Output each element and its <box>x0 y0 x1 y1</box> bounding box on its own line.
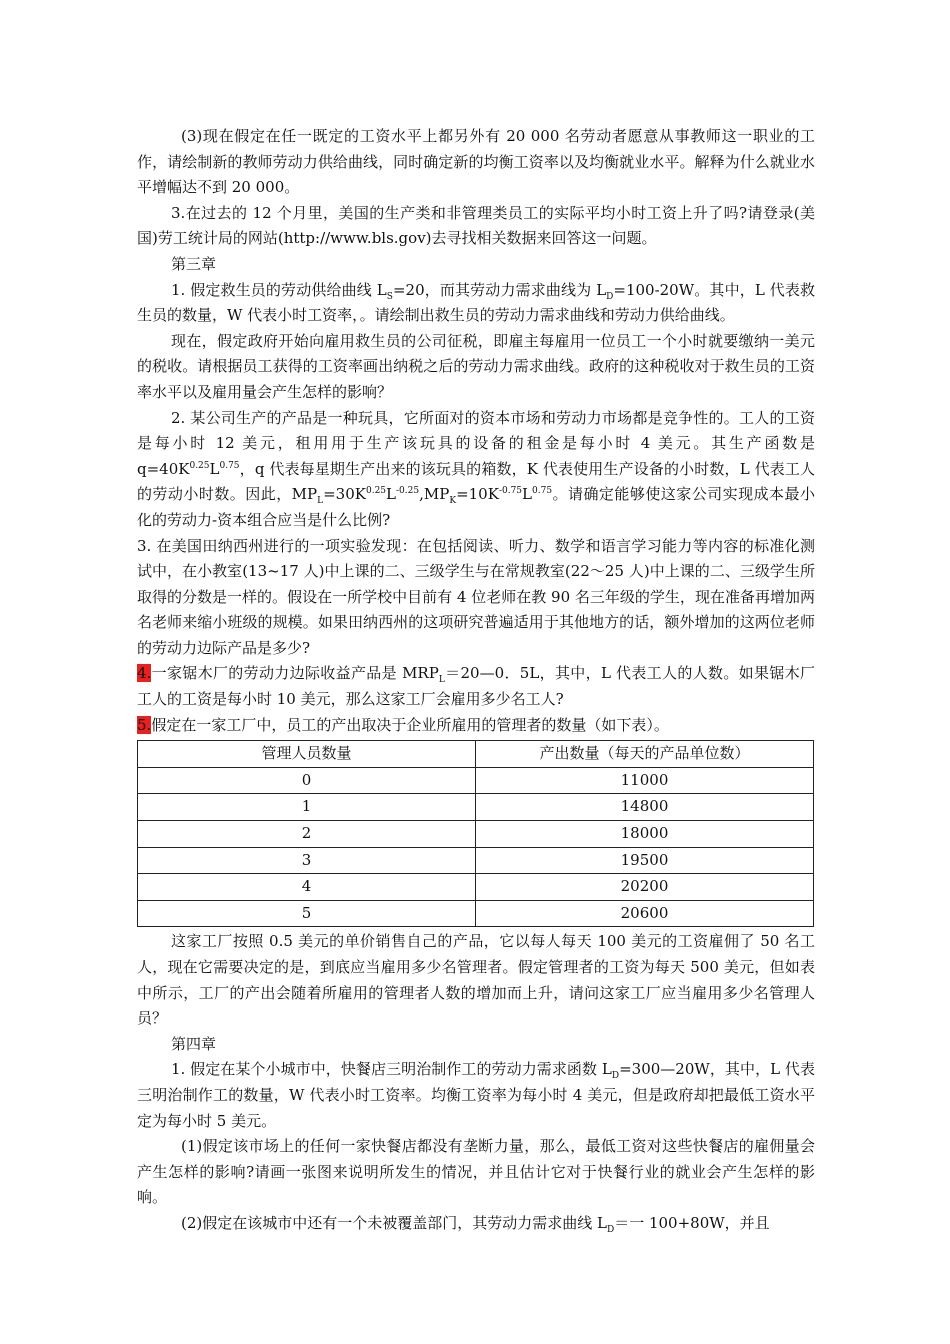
table-cell: 14800 <box>476 794 814 821</box>
paragraph-managers <box>137 713 815 739</box>
managers-output-table <box>137 740 814 927</box>
chapter-3-heading: 第三章 <box>171 254 217 273</box>
superscript: 0.75 <box>532 486 553 497</box>
table-cell: 1 <box>138 794 476 821</box>
chapter-4-heading: 第四章 <box>171 1034 217 1053</box>
paragraph-minimum-wage-1: (1)假定该市场上的任何一家快餐店都没有垄断力量，那么，最低工资对这些快餐店的雇佣量会产生怎样的影响?请画一张图来说明所发生的情况，并且估计它对于快餐行业的就业会产生怎样的影响。 <box>137 1137 815 1207</box>
table-row <box>138 847 814 874</box>
table-cell: 20200 <box>476 874 814 901</box>
table-row <box>138 874 814 901</box>
subscript: D <box>611 1071 620 1082</box>
subscript: D <box>606 291 614 302</box>
table-cell: 19500 <box>476 847 814 874</box>
table-cell: 2 <box>138 821 476 848</box>
subscript: L <box>317 496 324 507</box>
text-run: ＝20—0．5L，其中，L 代表工人的人数。如果锯木厂工人的工资是每小时 10 美元，那么这家工厂会雇用多少名工人? <box>137 664 816 709</box>
highlighted-number: 4. <box>137 664 152 683</box>
text-run: ,MP <box>419 485 450 504</box>
text-run: =100-20W。其中，L 代表救生员的数量，W 代表小时工资率，。请绘制出救生员的劳动力需求曲线和劳动力供给曲线。 <box>137 280 815 325</box>
text-run: L <box>522 485 532 504</box>
text-run: L <box>209 459 220 478</box>
subscript: D <box>606 1224 615 1235</box>
table-header-cell: 产出数量（每天的产品单位数） <box>476 741 814 768</box>
paragraph-toy-company <box>137 406 815 534</box>
text-run: ，q 代表每星期生产出来的该玩具的箱数，K 代表使用生产设备的小时数，L 代表工人的劳动小时数。因此，MP <box>137 459 815 504</box>
paragraph-lifeguard-tax: 现在，假定政府开始向雇用救生员的公司征税，即雇主每雇用一位员工一个小时就要缴纳一美元的税收。请根据员工获得的工资率画出纳税之后的劳动力需求曲线。政府的这种税收对于救生员的工资率水平以及雇用量会产生怎样的影响？ <box>137 331 815 401</box>
superscript: 0.75 <box>219 460 240 471</box>
table-row <box>138 821 814 848</box>
text-run: 。请确定能够使这家公司实现成本最小化的劳动力-资本组合应当是什么比例? <box>137 485 815 529</box>
table-row <box>138 900 814 927</box>
paragraph-sawmill <box>137 661 815 712</box>
table-row <box>138 794 814 821</box>
paragraph-lifeguard <box>137 278 815 329</box>
subscript: L <box>438 675 445 686</box>
text-run: 1. 假定在某个小城市中，快餐店三明治制作工的劳动力需求函数 L <box>171 1060 612 1079</box>
highlighted-number: 5. <box>137 715 152 734</box>
table-cell: 0 <box>138 767 476 794</box>
superscript: -0.75 <box>498 486 523 497</box>
paragraph-sandwich-makers <box>137 1057 815 1134</box>
text-run: L <box>386 485 396 504</box>
table-cell: 11000 <box>476 767 814 794</box>
table-cell: 5 <box>138 900 476 927</box>
text-run: ＝一 100+80W，并且 <box>614 1213 770 1232</box>
paragraph-factory-decision: 这家工厂按照 0.5 美元的单价销售自己的产品，它以每人每天 100 美元的工资雇佣了 50 名工人，现在它需要决定的是，到底应当雇用多少名管理者。假定管理者的工资为每天 500 美元，但如表中所示，工厂的产出会随着所雇用的管理者人数的增加而上升，请问这家工厂应当雇用多少名管理人员？ <box>137 932 815 1028</box>
superscript: 0.25 <box>365 486 387 497</box>
text-run: =10K <box>456 485 499 504</box>
table-cell: 20600 <box>476 900 814 927</box>
table-cell: 4 <box>138 874 476 901</box>
document-body <box>137 124 815 1237</box>
text-run: 假定在一家工厂中，员工的产出取决于企业所雇用的管理者的数量（如下表）。 <box>151 715 669 734</box>
subscript: S <box>386 291 393 302</box>
table-header-row <box>138 741 814 768</box>
text-run: =300—20W，其中，L 代表三明治制作工的数量，W 代表小时工资率。均衡工资率为每小时 4 美元，但是政府却把最低工资水平定为每小时 5 美元。 <box>137 1060 816 1130</box>
paragraph-minimum-wage-2 <box>137 1211 815 1237</box>
text-run: 1. 假定救生员的劳动供给曲线 L <box>171 280 387 299</box>
paragraph-bls: 3.在过去的 12 个月里，美国的生产类和非管理类员工的实际平均小时工资上升了吗?请登录(美国)劳工统计局的网站(http://www.bls.gov)去寻找相关数据来回答这一问题。 <box>137 203 815 248</box>
table-row <box>138 767 814 794</box>
paragraph-q3-teachers: (3)现在假定在任一既定的工资水平上都另外有 20 000 名劳动者愿意从事教师这一职业的工作，请绘制新的教师劳动力供给曲线，同时确定新的均衡工资率以及均衡就业水平。解释为什么就业水平增幅达不到 20 000。 <box>137 127 815 197</box>
text-run: 2. 某公司生产的产品是一种玩具，它所面对的资本市场和劳动力市场都是竞争性的。工人的工资是每小时 12 美元，租用用于生产该玩具的设备的租金是每小时 4 美元。其生产函数是 q=40K <box>137 408 815 478</box>
table-cell: 3 <box>138 847 476 874</box>
table-header-cell: 管理人员数量 <box>138 741 476 768</box>
superscript: -0.25 <box>396 486 420 497</box>
text-run: (2)假定在该城市中还有一个未被覆盖部门，其劳动力需求曲线 L <box>181 1213 607 1232</box>
superscript: 0.25 <box>189 460 210 471</box>
text-run: =20，而其劳动力需求曲线为 L <box>392 280 607 299</box>
text-run: 一家锯木厂的劳动力边际收益产品是 MRP <box>151 664 439 683</box>
text-run: =30K <box>323 485 366 504</box>
paragraph-tennessee: 3. 在美国田纳西州进行的一项实验发现：在包括阅读、听力、数学和语言学习能力等内容的标准化测试中，在小教室(13~17 人)中上课的二、三级学生与在常规教室(22～25 人)中上课的二、三级学生所取得的分数是一样的。假设在一所学校中目前有 4 位老师在教 90 名三年级的学生，现在准备再增加两名老师来缩小班级的规模。如果田纳西州的这项研究普遍适用于其他地方的话，额外增加的这两位老师的劳动力边际产品是多少? <box>137 536 815 657</box>
subscript: K <box>449 496 457 507</box>
table-cell: 18000 <box>476 821 814 848</box>
